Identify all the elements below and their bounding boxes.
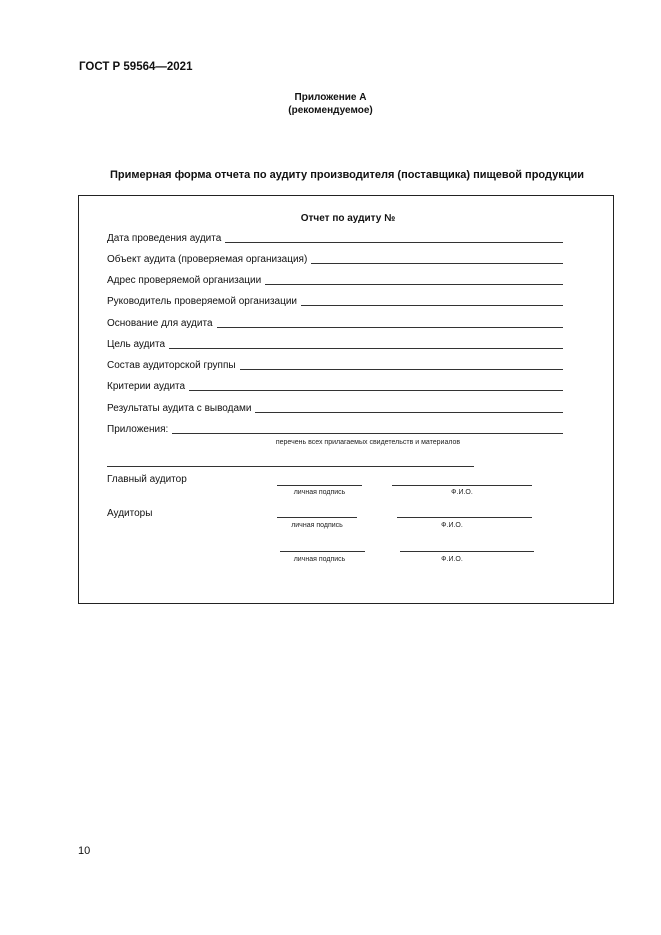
- field-label: Цель аудита: [107, 339, 166, 350]
- field-audit-results: [107, 401, 563, 415]
- field-fill-line: [189, 390, 563, 391]
- field-fill-line: [225, 242, 563, 243]
- field-label: Состав аудиторской группы: [107, 360, 236, 371]
- lead-auditor-name-line: [392, 485, 532, 486]
- auditor-2-name-line: [400, 551, 534, 552]
- signature-caption: личная подпись: [291, 522, 343, 529]
- name-caption: Ф.И.О.: [441, 556, 463, 563]
- field-audit-basis: [107, 316, 563, 330]
- field-audit-goal: [107, 337, 563, 351]
- annex-heading: [0, 91, 661, 117]
- lead-auditor-signature-line: [277, 485, 362, 486]
- annex-status: (рекомендуемое): [288, 105, 373, 116]
- field-label: Дата проведения аудита: [107, 233, 222, 244]
- field-audit-object: [107, 252, 563, 266]
- field-label: Основание для аудита: [107, 318, 213, 329]
- standard-number: ГОСТ Р 59564—2021: [79, 61, 193, 73]
- page-number: 10: [78, 845, 91, 857]
- field-fill-line: [301, 305, 563, 306]
- auditor-2-signature-line: [280, 551, 365, 552]
- document-title: Примерная форма отчета по аудиту производителя (поставщика) пищевой продукции: [109, 169, 585, 181]
- field-fill-line: [169, 348, 563, 349]
- auditors-label: Аудиторы: [107, 508, 153, 519]
- field-label: Результаты аудита с выводами: [107, 403, 252, 414]
- field-organization-address: [107, 273, 563, 287]
- field-audit-date: [107, 231, 563, 245]
- name-caption: Ф.И.О.: [441, 522, 463, 529]
- field-label: Адрес проверяемой организации: [107, 275, 262, 286]
- field-fill-line: [172, 433, 563, 434]
- auditor-1-name-line: [397, 517, 532, 518]
- field-fill-line: [240, 369, 563, 370]
- field-organization-head: [107, 294, 563, 308]
- field-label: Объект аудита (проверяемая организация): [107, 254, 308, 265]
- field-audit-criteria: [107, 379, 563, 393]
- auditor-1-signature-line: [277, 517, 357, 518]
- signature-caption: личная подпись: [293, 489, 346, 496]
- signature-caption: личная подпись: [293, 556, 346, 563]
- field-audit-team: [107, 358, 563, 372]
- field-fill-line: [255, 412, 563, 413]
- name-caption: Ф.И.О.: [451, 489, 473, 496]
- field-fill-line: [265, 284, 563, 285]
- field-label: Приложения:: [107, 424, 169, 435]
- attachments-continuation-line: [107, 466, 474, 467]
- field-label: Руководитель проверяемой организации: [107, 296, 297, 307]
- field-fill-line: [311, 263, 563, 264]
- attachments-caption: перечень всех прилагаемых свидетельств и материалов: [275, 439, 461, 446]
- report-title: Отчет по аудиту №: [300, 213, 396, 224]
- field-label: Критерии аудита: [107, 381, 186, 392]
- field-fill-line: [217, 327, 563, 328]
- annex-title: Приложение А: [294, 92, 367, 103]
- field-attachments: [107, 422, 563, 436]
- lead-auditor-label: Главный аудитор: [107, 474, 187, 485]
